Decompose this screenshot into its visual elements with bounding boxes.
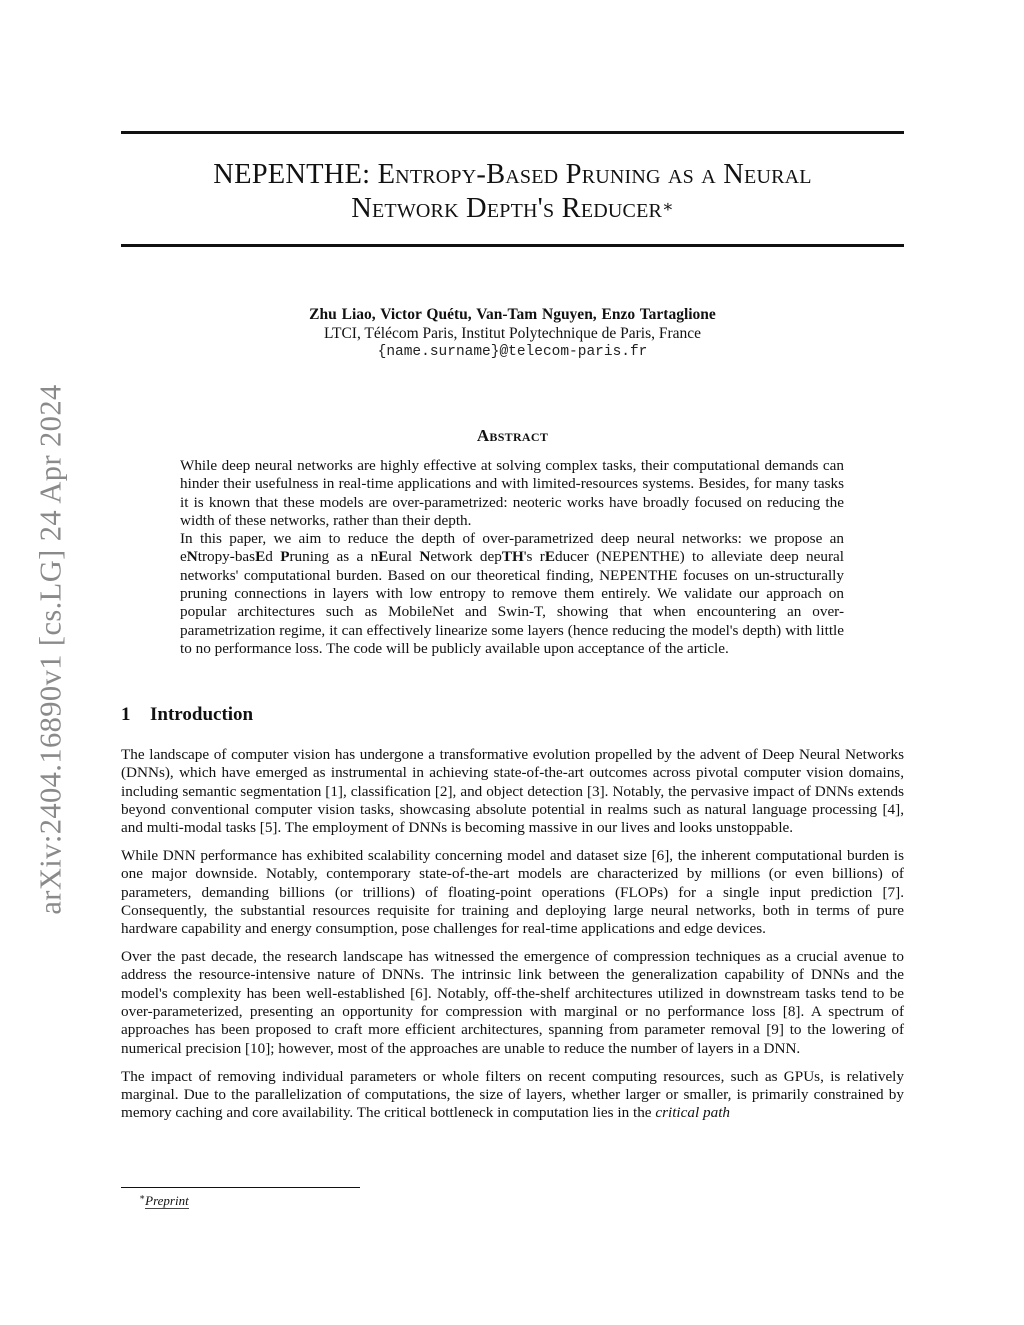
- title-line-2: Network Depth's Reducer: [351, 193, 663, 224]
- title-line-1: NEPENTHE: Entropy-Based Pruning as a Neural: [213, 159, 812, 190]
- acronym-text: etwork dep: [430, 548, 502, 566]
- author-block: [121, 305, 904, 362]
- title-footnote-mark: ∗: [662, 197, 674, 216]
- acronym-text: e: [180, 548, 187, 566]
- author-affiliation: LTCI, Télécom Paris, Institut Polytechnique de Paris, France: [323, 325, 702, 342]
- abstract-p2-rest: (NEPENTHE) to alleviate deep neural networks' computational burden. Based on our theoretical finding, NEPENTHE focuses on un-structurally pruning connections in layers with low entropy to remove them entirely. We validate our approach on popular architectures such as MobileNet and Swin-T, showing that when encountering an over-parametrization regime, it can effectively linearize some layers (hence reducing the model's depth) with little to no performance loss. The code will be publicly available upon acceptance of the article.: [180, 548, 844, 657]
- arxiv-id-text: arXiv:2404.16890v1 [cs.LG] 24 Apr 2024: [33, 383, 68, 915]
- abstract-p2-intro: In this paper, we aim to reduce the depth of over-parametrized deep neural networks: we propose an: [180, 530, 844, 548]
- acronym-letter: TH: [501, 548, 524, 566]
- acronym-text: 's r: [523, 548, 545, 566]
- arxiv-identifier-stamp: [34, 358, 68, 940]
- author-names: Zhu Liao, Victor Quétu, Van-Tam Nguyen, Enzo Tartaglione: [309, 306, 716, 323]
- author-email: {name.surname}@telecom-paris.fr: [377, 344, 648, 360]
- abstract-paragraph-1: While deep neural networks are highly effective at solving complex tasks, their computational demands can hinder their usefulness in real-time applications and with limited-resources systems. Besides, for many tasks it is known that these models are over-parametrized: neoteric works have broadly focused on reducing the width of these networks, rather than their depth.: [180, 457, 844, 529]
- acronym-text: ducer: [554, 548, 589, 566]
- acronym-letter: E: [544, 548, 555, 566]
- introduction-body: [121, 746, 904, 1132]
- intro-paragraph-2: While DNN performance has exhibited scalability concerning model and dataset size [6], the inherent computational burden is one major downside. Notably, contemporary state-of-the-art models are characterized by millions (or even billions) of parameters, demanding billions (or trillions) of floating-point operations (FLOPs) for a single input prediction [7]. Consequently, the substantial resources requisite for training and deploying large neural networks, both in terms of pure hardware capability and energy consumption, pose challenges for real-time applications and edge devices.: [121, 847, 904, 938]
- acronym-expansion: [180, 548, 589, 565]
- acronym-letter: P: [280, 548, 290, 566]
- title-bottom-rule: [121, 244, 904, 247]
- paper-title: [121, 158, 904, 226]
- acronym-text: d: [265, 548, 281, 566]
- footnote: [139, 1192, 189, 1209]
- section-title: Introduction: [150, 704, 254, 725]
- acronym-text: tropy-bas: [197, 548, 256, 566]
- intro-paragraph-1: The landscape of computer vision has undergone a transformative evolution propelled by the advent of Deep Neural Networks (DNNs), which have emerged as instrumental in achieving state-of-the-art outcomes across pivotal computer vision domains, including semantic segmentation [1], classification [2], and object detection [3]. Notably, the pervasive impact of DNNs extends beyond conventional computer vision tasks, showcasing absolute potential in realms such as natural language processing [4], and multi-modal tasks [5]. The employment of DNNs is becoming massive in our lives and looks unstoppable.: [121, 746, 904, 837]
- acronym-letter: E: [378, 548, 389, 566]
- intro-paragraph-3: Over the past decade, the research landscape has witnessed the emergence of compression techniques as a crucial avenue to address the resource-intensive nature of DNNs. The intrinsic link between the generalization capability of DNNs and the model's complexity has been well-established [6]. Notably, off-the-shelf architectures utilized in downstream tasks tend to be over-parameterized, presenting an opportunity for compression with marginal or no performance loss [8]. A spectrum of approaches has been proposed to craft more efficient architectures, spanning from parameter removal [9] to the lowering of numerical precision [10]; however, most of the approaches are unable to reduce the number of layers in a DNN.: [121, 948, 904, 1057]
- intro-p4-italic: critical path: [655, 1104, 731, 1122]
- acronym-letter: N: [186, 548, 198, 566]
- intro-paragraph-4: [121, 1068, 904, 1123]
- acronym-text: ural: [388, 548, 420, 566]
- acronym-text: runing as a n: [289, 548, 379, 566]
- footnote-text: Preprint: [145, 1193, 189, 1209]
- abstract-heading: Abstract: [476, 426, 549, 445]
- acronym-letter: N: [419, 548, 431, 566]
- footnote-rule: [121, 1187, 360, 1188]
- footnote-mark: ∗: [139, 1192, 146, 1202]
- section-number: 1: [121, 704, 131, 725]
- abstract-paragraph-2: [180, 530, 844, 658]
- intro-p4-main: The impact of removing individual parameters or whole filters on recent computing resources, such as GPUs, is relatively marginal. Due to the parallelization of computations, the size of layers, whether larger or smaller, is primarily constrained by memory caching and core availability. The critical bottleneck in computation lies in the: [121, 1067, 904, 1122]
- title-top-rule: [121, 131, 904, 134]
- abstract-body: [180, 457, 844, 658]
- acronym-letter: E: [255, 548, 266, 566]
- section-heading: [121, 704, 253, 726]
